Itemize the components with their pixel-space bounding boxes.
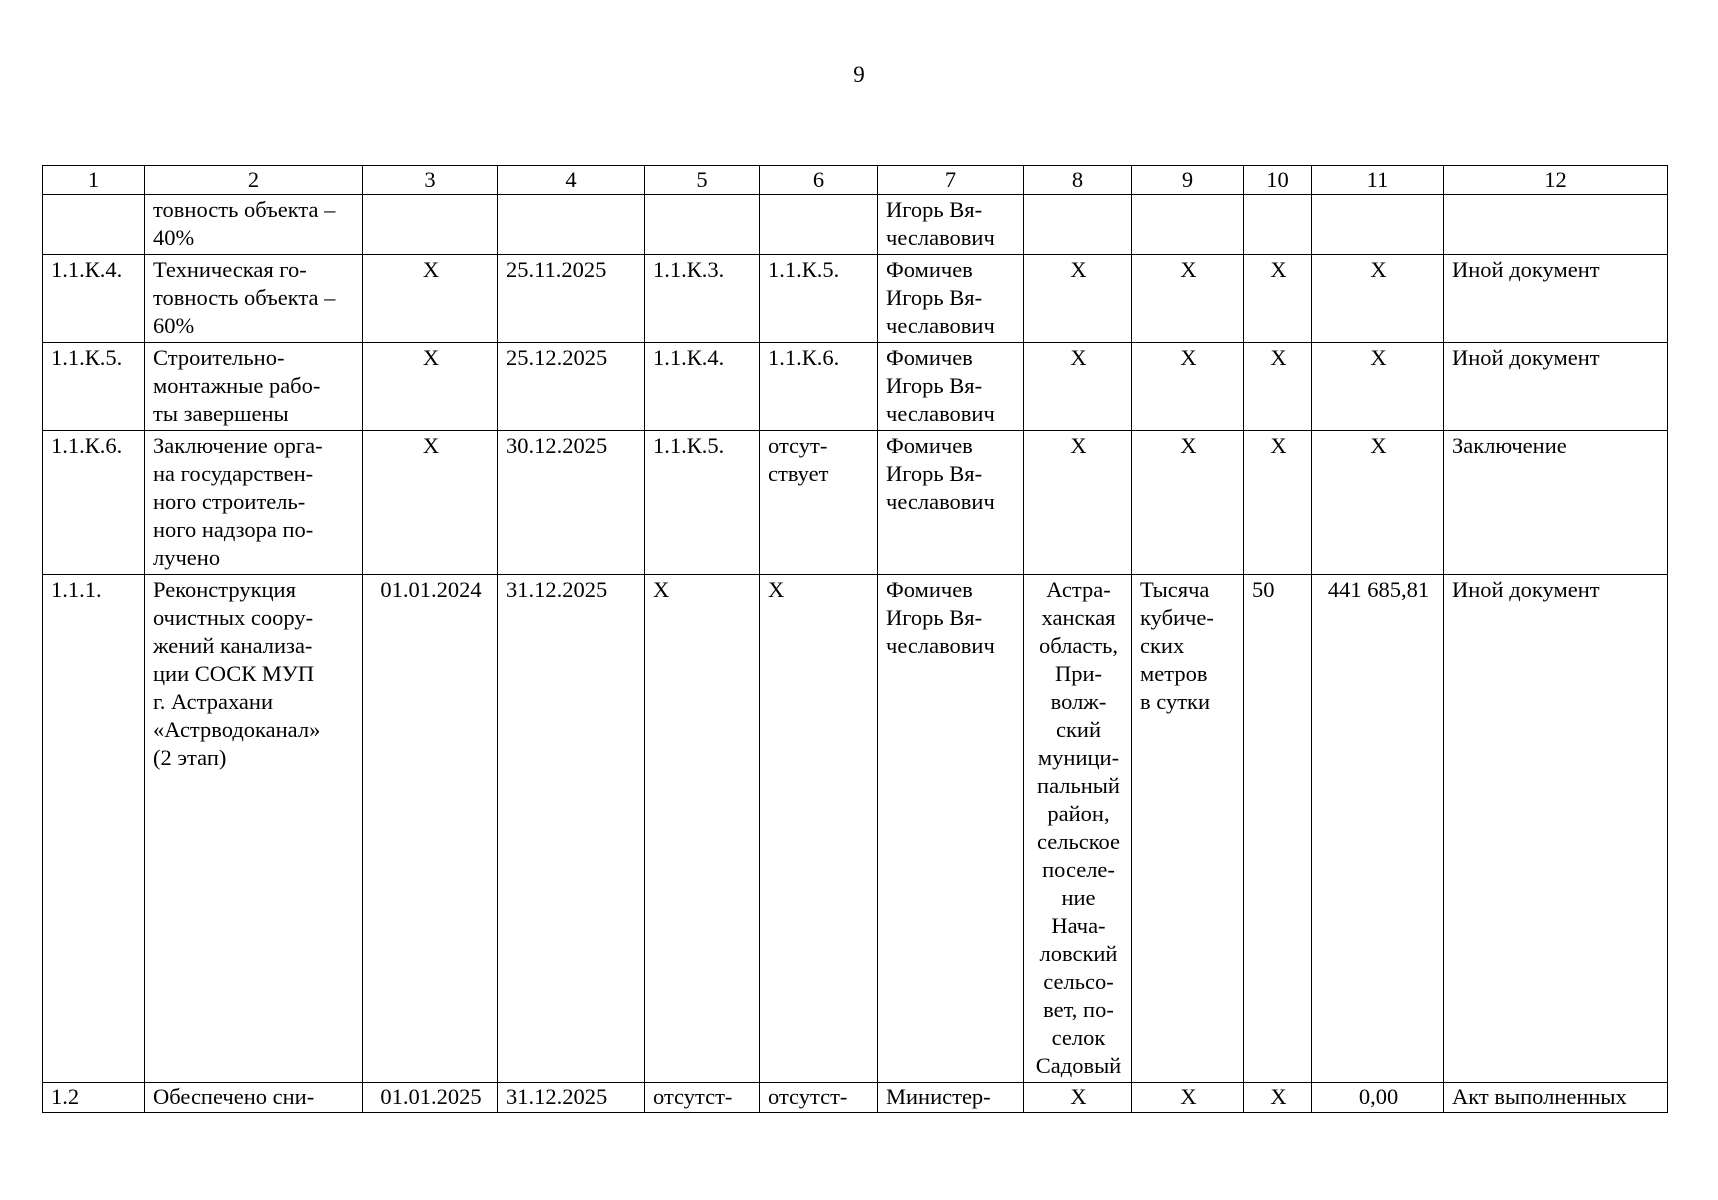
cell-end-date: 31.12.2025 xyxy=(498,1083,645,1113)
table-row xyxy=(43,575,1668,1083)
cell-amount: 441 685,81 xyxy=(1312,575,1444,1083)
cell-name: Реконструкция очистных соору- жений канализа- ции СОСК МУП г. Астрахани «Астрводоканал» (2 этап) xyxy=(145,575,363,1083)
cell-document: Иной документ xyxy=(1444,575,1668,1083)
cell-capacity: Х xyxy=(1244,1083,1312,1113)
header-cell: 11 xyxy=(1312,166,1444,195)
cell-location: Х xyxy=(1024,255,1132,343)
cell-responsible: Министер- xyxy=(878,1083,1024,1113)
cell-location xyxy=(1024,195,1132,255)
cell-start-date xyxy=(363,195,498,255)
cell-document: Иной документ xyxy=(1444,343,1668,431)
cell-location: Х xyxy=(1024,1083,1132,1113)
cell-unit: Х xyxy=(1132,255,1244,343)
header-cell: 8 xyxy=(1024,166,1132,195)
cell-amount: Х xyxy=(1312,343,1444,431)
header-cell: 7 xyxy=(878,166,1024,195)
cell-amount: 0,00 xyxy=(1312,1083,1444,1113)
cell-successor xyxy=(760,195,878,255)
table-row xyxy=(43,1083,1668,1113)
cell-name: товность объекта – 40% xyxy=(145,195,363,255)
header-cell: 4 xyxy=(498,166,645,195)
cell-number xyxy=(43,195,145,255)
cell-end-date: 30.12.2025 xyxy=(498,431,645,575)
cell-location: Х xyxy=(1024,343,1132,431)
header-cell: 6 xyxy=(760,166,878,195)
cell-location: Х xyxy=(1024,431,1132,575)
cell-amount xyxy=(1312,195,1444,255)
cell-capacity: Х xyxy=(1244,431,1312,575)
cell-number: 1.1.К.4. xyxy=(43,255,145,343)
table-header-row xyxy=(43,166,1668,195)
page-number: 9 xyxy=(853,62,865,87)
cell-location: Астра- ханская область, При- волж- ский муници- пальный район, сельское поселе- ние Нача- ловский сельсо- вет, по- селок Садовый xyxy=(1024,575,1132,1083)
table-row xyxy=(43,431,1668,575)
header-cell: 3 xyxy=(363,166,498,195)
cell-end-date: 25.12.2025 xyxy=(498,343,645,431)
header-cell: 10 xyxy=(1244,166,1312,195)
cell-start-date: 01.01.2024 xyxy=(363,575,498,1083)
header-cell: 1 xyxy=(43,166,145,195)
cell-amount: Х xyxy=(1312,431,1444,575)
cell-responsible: Игорь Вя- чеславович xyxy=(878,195,1024,255)
cell-responsible: Фомичев Игорь Вя- чеславович xyxy=(878,575,1024,1083)
cell-number: 1.1.1. xyxy=(43,575,145,1083)
cell-predecessor xyxy=(645,195,760,255)
cell-successor: Х xyxy=(760,575,878,1083)
header-cell: 2 xyxy=(145,166,363,195)
cell-name: Техническая го- товность объекта – 60% xyxy=(145,255,363,343)
header-cell: 5 xyxy=(645,166,760,195)
cell-successor: отсут- ствует xyxy=(760,431,878,575)
cell-amount: Х xyxy=(1312,255,1444,343)
cell-document xyxy=(1444,195,1668,255)
cell-capacity xyxy=(1244,195,1312,255)
cell-responsible: Фомичев Игорь Вя- чеславович xyxy=(878,343,1024,431)
cell-start-date: Х xyxy=(363,255,498,343)
cell-number: 1.2 xyxy=(43,1083,145,1113)
cell-successor: отсутст- xyxy=(760,1083,878,1113)
cell-document: Заключение xyxy=(1444,431,1668,575)
cell-name: Строительно- монтажные рабо- ты завершены xyxy=(145,343,363,431)
cell-predecessor: 1.1.К.3. xyxy=(645,255,760,343)
cell-successor: 1.1.К.5. xyxy=(760,255,878,343)
cell-predecessor: отсутст- xyxy=(645,1083,760,1113)
cell-start-date: Х xyxy=(363,431,498,575)
cell-successor: 1.1.К.6. xyxy=(760,343,878,431)
cell-end-date: 25.11.2025 xyxy=(498,255,645,343)
cell-document: Иной документ xyxy=(1444,255,1668,343)
cell-start-date: 01.01.2025 xyxy=(363,1083,498,1113)
cell-document: Акт выполненных xyxy=(1444,1083,1668,1113)
cell-predecessor: 1.1.К.5. xyxy=(645,431,760,575)
cell-unit: Х xyxy=(1132,343,1244,431)
cell-unit xyxy=(1132,195,1244,255)
table-row xyxy=(43,343,1668,431)
cell-capacity: 50 xyxy=(1244,575,1312,1083)
cell-predecessor: 1.1.К.4. xyxy=(645,343,760,431)
cell-end-date: 31.12.2025 xyxy=(498,575,645,1083)
table-row xyxy=(43,255,1668,343)
cell-unit: Тысяча кубиче- ских метров в сутки xyxy=(1132,575,1244,1083)
cell-start-date: Х xyxy=(363,343,498,431)
header-cell: 9 xyxy=(1132,166,1244,195)
cell-unit: Х xyxy=(1132,431,1244,575)
cell-unit: Х xyxy=(1132,1083,1244,1113)
cell-number: 1.1.К.6. xyxy=(43,431,145,575)
cell-capacity: Х xyxy=(1244,343,1312,431)
cell-name: Обеспечено сни- xyxy=(145,1083,363,1113)
table-row xyxy=(43,195,1668,255)
cell-responsible: Фомичев Игорь Вя- чеславович xyxy=(878,255,1024,343)
cell-capacity: Х xyxy=(1244,255,1312,343)
cell-responsible: Фомичев Игорь Вя- чеславович xyxy=(878,431,1024,575)
cell-predecessor: Х xyxy=(645,575,760,1083)
header-cell: 12 xyxy=(1444,166,1668,195)
cell-number: 1.1.К.5. xyxy=(43,343,145,431)
plan-table xyxy=(42,165,1668,1113)
cell-name: Заключение орга- на государствен- ного строитель- ного надзора по- лучено xyxy=(145,431,363,575)
cell-end-date xyxy=(498,195,645,255)
